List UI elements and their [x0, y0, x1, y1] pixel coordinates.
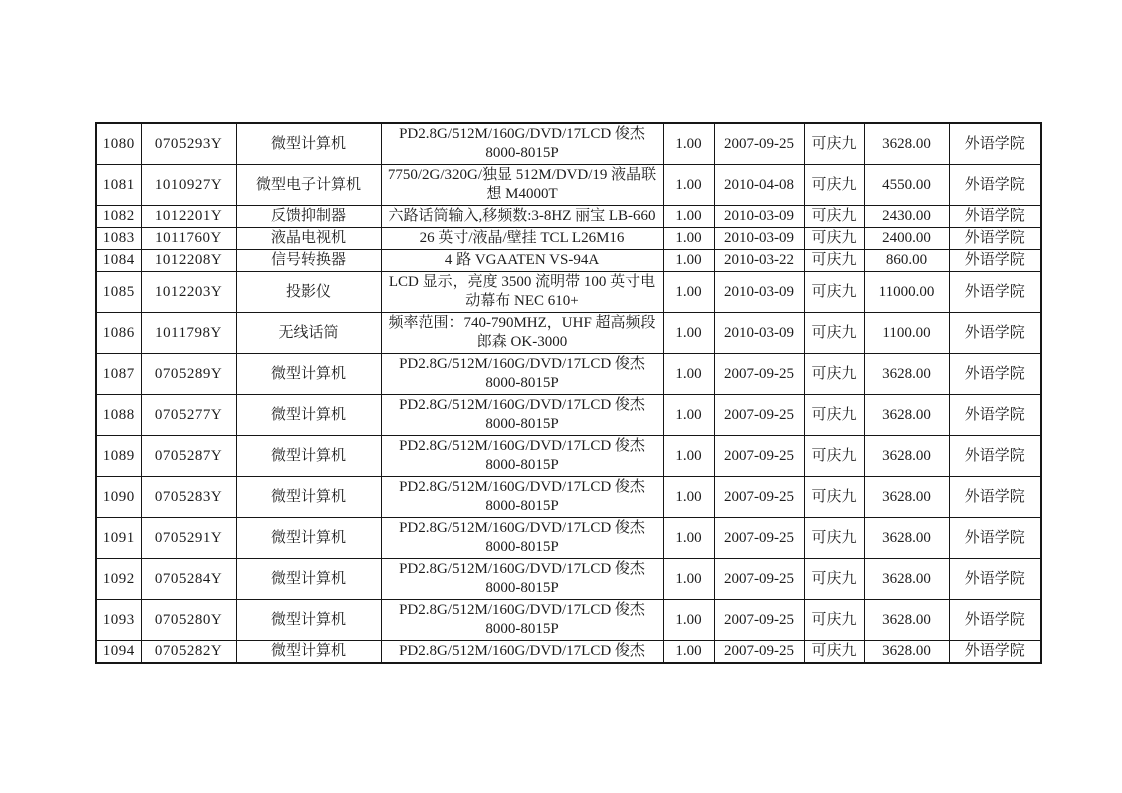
- cell-spec: PD2.8G/512M/160G/DVD/17LCD 俊杰 8000-8015P: [381, 436, 663, 477]
- cell-name: 微型计算机: [236, 477, 381, 518]
- cell-custodian: 可庆九: [804, 518, 864, 559]
- cell-dept: 外语学院: [949, 395, 1041, 436]
- cell-seq: 1093: [96, 600, 141, 641]
- cell-date: 2010-03-09: [714, 272, 804, 313]
- cell-seq: 1094: [96, 641, 141, 664]
- cell-seq: 1080: [96, 123, 141, 165]
- table-row: [96, 436, 1041, 477]
- cell-dept: 外语学院: [949, 165, 1041, 206]
- cell-price: 3628.00: [864, 436, 949, 477]
- cell-spec: PD2.8G/512M/160G/DVD/17LCD 俊杰 8000-8015P: [381, 559, 663, 600]
- cell-qty: 1.00: [663, 250, 714, 272]
- cell-qty: 1.00: [663, 123, 714, 165]
- cell-name: 微型计算机: [236, 123, 381, 165]
- table-row: [96, 123, 1041, 165]
- table-row: [96, 165, 1041, 206]
- cell-spec: 7750/2G/320G/独显 512M/DVD/19 液晶联想 M4000T: [381, 165, 663, 206]
- cell-spec: PD2.8G/512M/160G/DVD/17LCD 俊杰: [381, 641, 663, 664]
- cell-date: 2007-09-25: [714, 559, 804, 600]
- cell-spec: 26 英寸/液晶/壁挂 TCL L26M16: [381, 228, 663, 250]
- cell-custodian: 可庆九: [804, 228, 864, 250]
- cell-seq: 1086: [96, 313, 141, 354]
- cell-price: 11000.00: [864, 272, 949, 313]
- cell-seq: 1089: [96, 436, 141, 477]
- cell-name: 液晶电视机: [236, 228, 381, 250]
- cell-qty: 1.00: [663, 436, 714, 477]
- cell-date: 2007-09-25: [714, 641, 804, 664]
- cell-asset_id: 1011798Y: [141, 313, 236, 354]
- cell-name: 无线话筒: [236, 313, 381, 354]
- cell-asset_id: 0705287Y: [141, 436, 236, 477]
- cell-asset_id: 1010927Y: [141, 165, 236, 206]
- cell-dept: 外语学院: [949, 600, 1041, 641]
- cell-seq: 1082: [96, 206, 141, 228]
- cell-date: 2010-04-08: [714, 165, 804, 206]
- cell-qty: 1.00: [663, 395, 714, 436]
- cell-seq: 1087: [96, 354, 141, 395]
- cell-asset_id: 1011760Y: [141, 228, 236, 250]
- cell-price: 3628.00: [864, 354, 949, 395]
- cell-qty: 1.00: [663, 559, 714, 600]
- table-body: [96, 123, 1041, 663]
- cell-dept: 外语学院: [949, 518, 1041, 559]
- table-row: [96, 559, 1041, 600]
- cell-price: 3628.00: [864, 477, 949, 518]
- cell-seq: 1084: [96, 250, 141, 272]
- cell-custodian: 可庆九: [804, 436, 864, 477]
- cell-dept: 外语学院: [949, 206, 1041, 228]
- cell-seq: 1083: [96, 228, 141, 250]
- table-row: [96, 600, 1041, 641]
- cell-date: 2007-09-25: [714, 436, 804, 477]
- cell-dept: 外语学院: [949, 559, 1041, 600]
- cell-qty: 1.00: [663, 165, 714, 206]
- cell-spec: 4 路 VGAATEN VS-94A: [381, 250, 663, 272]
- table-row: [96, 250, 1041, 272]
- cell-date: 2010-03-22: [714, 250, 804, 272]
- cell-seq: 1088: [96, 395, 141, 436]
- cell-custodian: 可庆九: [804, 477, 864, 518]
- cell-custodian: 可庆九: [804, 559, 864, 600]
- table-row: [96, 206, 1041, 228]
- cell-seq: 1092: [96, 559, 141, 600]
- cell-name: 微型计算机: [236, 354, 381, 395]
- table-row: [96, 313, 1041, 354]
- cell-name: 投影仪: [236, 272, 381, 313]
- cell-asset_id: 0705284Y: [141, 559, 236, 600]
- cell-name: 微型电子计算机: [236, 165, 381, 206]
- cell-price: 3628.00: [864, 395, 949, 436]
- cell-dept: 外语学院: [949, 641, 1041, 664]
- cell-seq: 1081: [96, 165, 141, 206]
- cell-asset_id: 0705283Y: [141, 477, 236, 518]
- cell-price: 3628.00: [864, 518, 949, 559]
- cell-qty: 1.00: [663, 600, 714, 641]
- table-row: [96, 228, 1041, 250]
- cell-price: 3628.00: [864, 600, 949, 641]
- cell-price: 2400.00: [864, 228, 949, 250]
- cell-custodian: 可庆九: [804, 641, 864, 664]
- table-row: [96, 518, 1041, 559]
- cell-custodian: 可庆九: [804, 165, 864, 206]
- cell-spec: 频率范围：740-790MHZ，UHF 超高频段郎森 OK-3000: [381, 313, 663, 354]
- cell-dept: 外语学院: [949, 250, 1041, 272]
- cell-seq: 1090: [96, 477, 141, 518]
- cell-name: 微型计算机: [236, 600, 381, 641]
- cell-custodian: 可庆九: [804, 600, 864, 641]
- cell-custodian: 可庆九: [804, 313, 864, 354]
- cell-asset_id: 0705289Y: [141, 354, 236, 395]
- table-row: [96, 477, 1041, 518]
- cell-price: 3628.00: [864, 559, 949, 600]
- cell-qty: 1.00: [663, 206, 714, 228]
- cell-spec: PD2.8G/512M/160G/DVD/17LCD 俊杰 8000-8015P: [381, 600, 663, 641]
- cell-asset_id: 0705277Y: [141, 395, 236, 436]
- cell-dept: 外语学院: [949, 436, 1041, 477]
- asset-inventory-table: [95, 122, 1042, 664]
- cell-date: 2010-03-09: [714, 206, 804, 228]
- cell-custodian: 可庆九: [804, 272, 864, 313]
- cell-spec: LCD 显示，亮度 3500 流明带 100 英寸电动幕布 NEC 610+: [381, 272, 663, 313]
- cell-dept: 外语学院: [949, 123, 1041, 165]
- table-row: [96, 272, 1041, 313]
- cell-spec: PD2.8G/512M/160G/DVD/17LCD 俊杰 8000-8015P: [381, 123, 663, 165]
- cell-name: 反馈抑制器: [236, 206, 381, 228]
- cell-asset_id: 1012201Y: [141, 206, 236, 228]
- cell-date: 2007-09-25: [714, 600, 804, 641]
- cell-price: 3628.00: [864, 641, 949, 664]
- cell-qty: 1.00: [663, 477, 714, 518]
- cell-qty: 1.00: [663, 641, 714, 664]
- cell-qty: 1.00: [663, 354, 714, 395]
- cell-asset_id: 0705280Y: [141, 600, 236, 641]
- cell-date: 2007-09-25: [714, 477, 804, 518]
- cell-name: 信号转换器: [236, 250, 381, 272]
- cell-date: 2007-09-25: [714, 518, 804, 559]
- cell-qty: 1.00: [663, 272, 714, 313]
- cell-name: 微型计算机: [236, 641, 381, 664]
- cell-qty: 1.00: [663, 313, 714, 354]
- cell-asset_id: 1012208Y: [141, 250, 236, 272]
- cell-price: 1100.00: [864, 313, 949, 354]
- cell-spec: PD2.8G/512M/160G/DVD/17LCD 俊杰 8000-8015P: [381, 518, 663, 559]
- cell-asset_id: 0705293Y: [141, 123, 236, 165]
- cell-price: 4550.00: [864, 165, 949, 206]
- table-row: [96, 641, 1041, 664]
- cell-date: 2010-03-09: [714, 228, 804, 250]
- table-row: [96, 395, 1041, 436]
- cell-custodian: 可庆九: [804, 250, 864, 272]
- cell-date: 2010-03-09: [714, 313, 804, 354]
- cell-date: 2007-09-25: [714, 395, 804, 436]
- cell-spec: PD2.8G/512M/160G/DVD/17LCD 俊杰 8000-8015P: [381, 395, 663, 436]
- cell-spec: PD2.8G/512M/160G/DVD/17LCD 俊杰 8000-8015P: [381, 477, 663, 518]
- cell-dept: 外语学院: [949, 354, 1041, 395]
- cell-date: 2007-09-25: [714, 123, 804, 165]
- cell-seq: 1085: [96, 272, 141, 313]
- cell-custodian: 可庆九: [804, 354, 864, 395]
- cell-date: 2007-09-25: [714, 354, 804, 395]
- cell-asset_id: 0705291Y: [141, 518, 236, 559]
- cell-name: 微型计算机: [236, 436, 381, 477]
- cell-dept: 外语学院: [949, 272, 1041, 313]
- cell-dept: 外语学院: [949, 477, 1041, 518]
- cell-qty: 1.00: [663, 228, 714, 250]
- cell-spec: 六路话筒输入,移频数:3-8HZ 丽宝 LB-660: [381, 206, 663, 228]
- cell-qty: 1.00: [663, 518, 714, 559]
- cell-asset_id: 1012203Y: [141, 272, 236, 313]
- cell-name: 微型计算机: [236, 518, 381, 559]
- cell-custodian: 可庆九: [804, 395, 864, 436]
- cell-name: 微型计算机: [236, 559, 381, 600]
- cell-name: 微型计算机: [236, 395, 381, 436]
- cell-price: 3628.00: [864, 123, 949, 165]
- cell-seq: 1091: [96, 518, 141, 559]
- cell-price: 2430.00: [864, 206, 949, 228]
- cell-price: 860.00: [864, 250, 949, 272]
- table-row: [96, 354, 1041, 395]
- cell-spec: PD2.8G/512M/160G/DVD/17LCD 俊杰 8000-8015P: [381, 354, 663, 395]
- cell-custodian: 可庆九: [804, 123, 864, 165]
- cell-dept: 外语学院: [949, 228, 1041, 250]
- cell-custodian: 可庆九: [804, 206, 864, 228]
- cell-dept: 外语学院: [949, 313, 1041, 354]
- cell-asset_id: 0705282Y: [141, 641, 236, 664]
